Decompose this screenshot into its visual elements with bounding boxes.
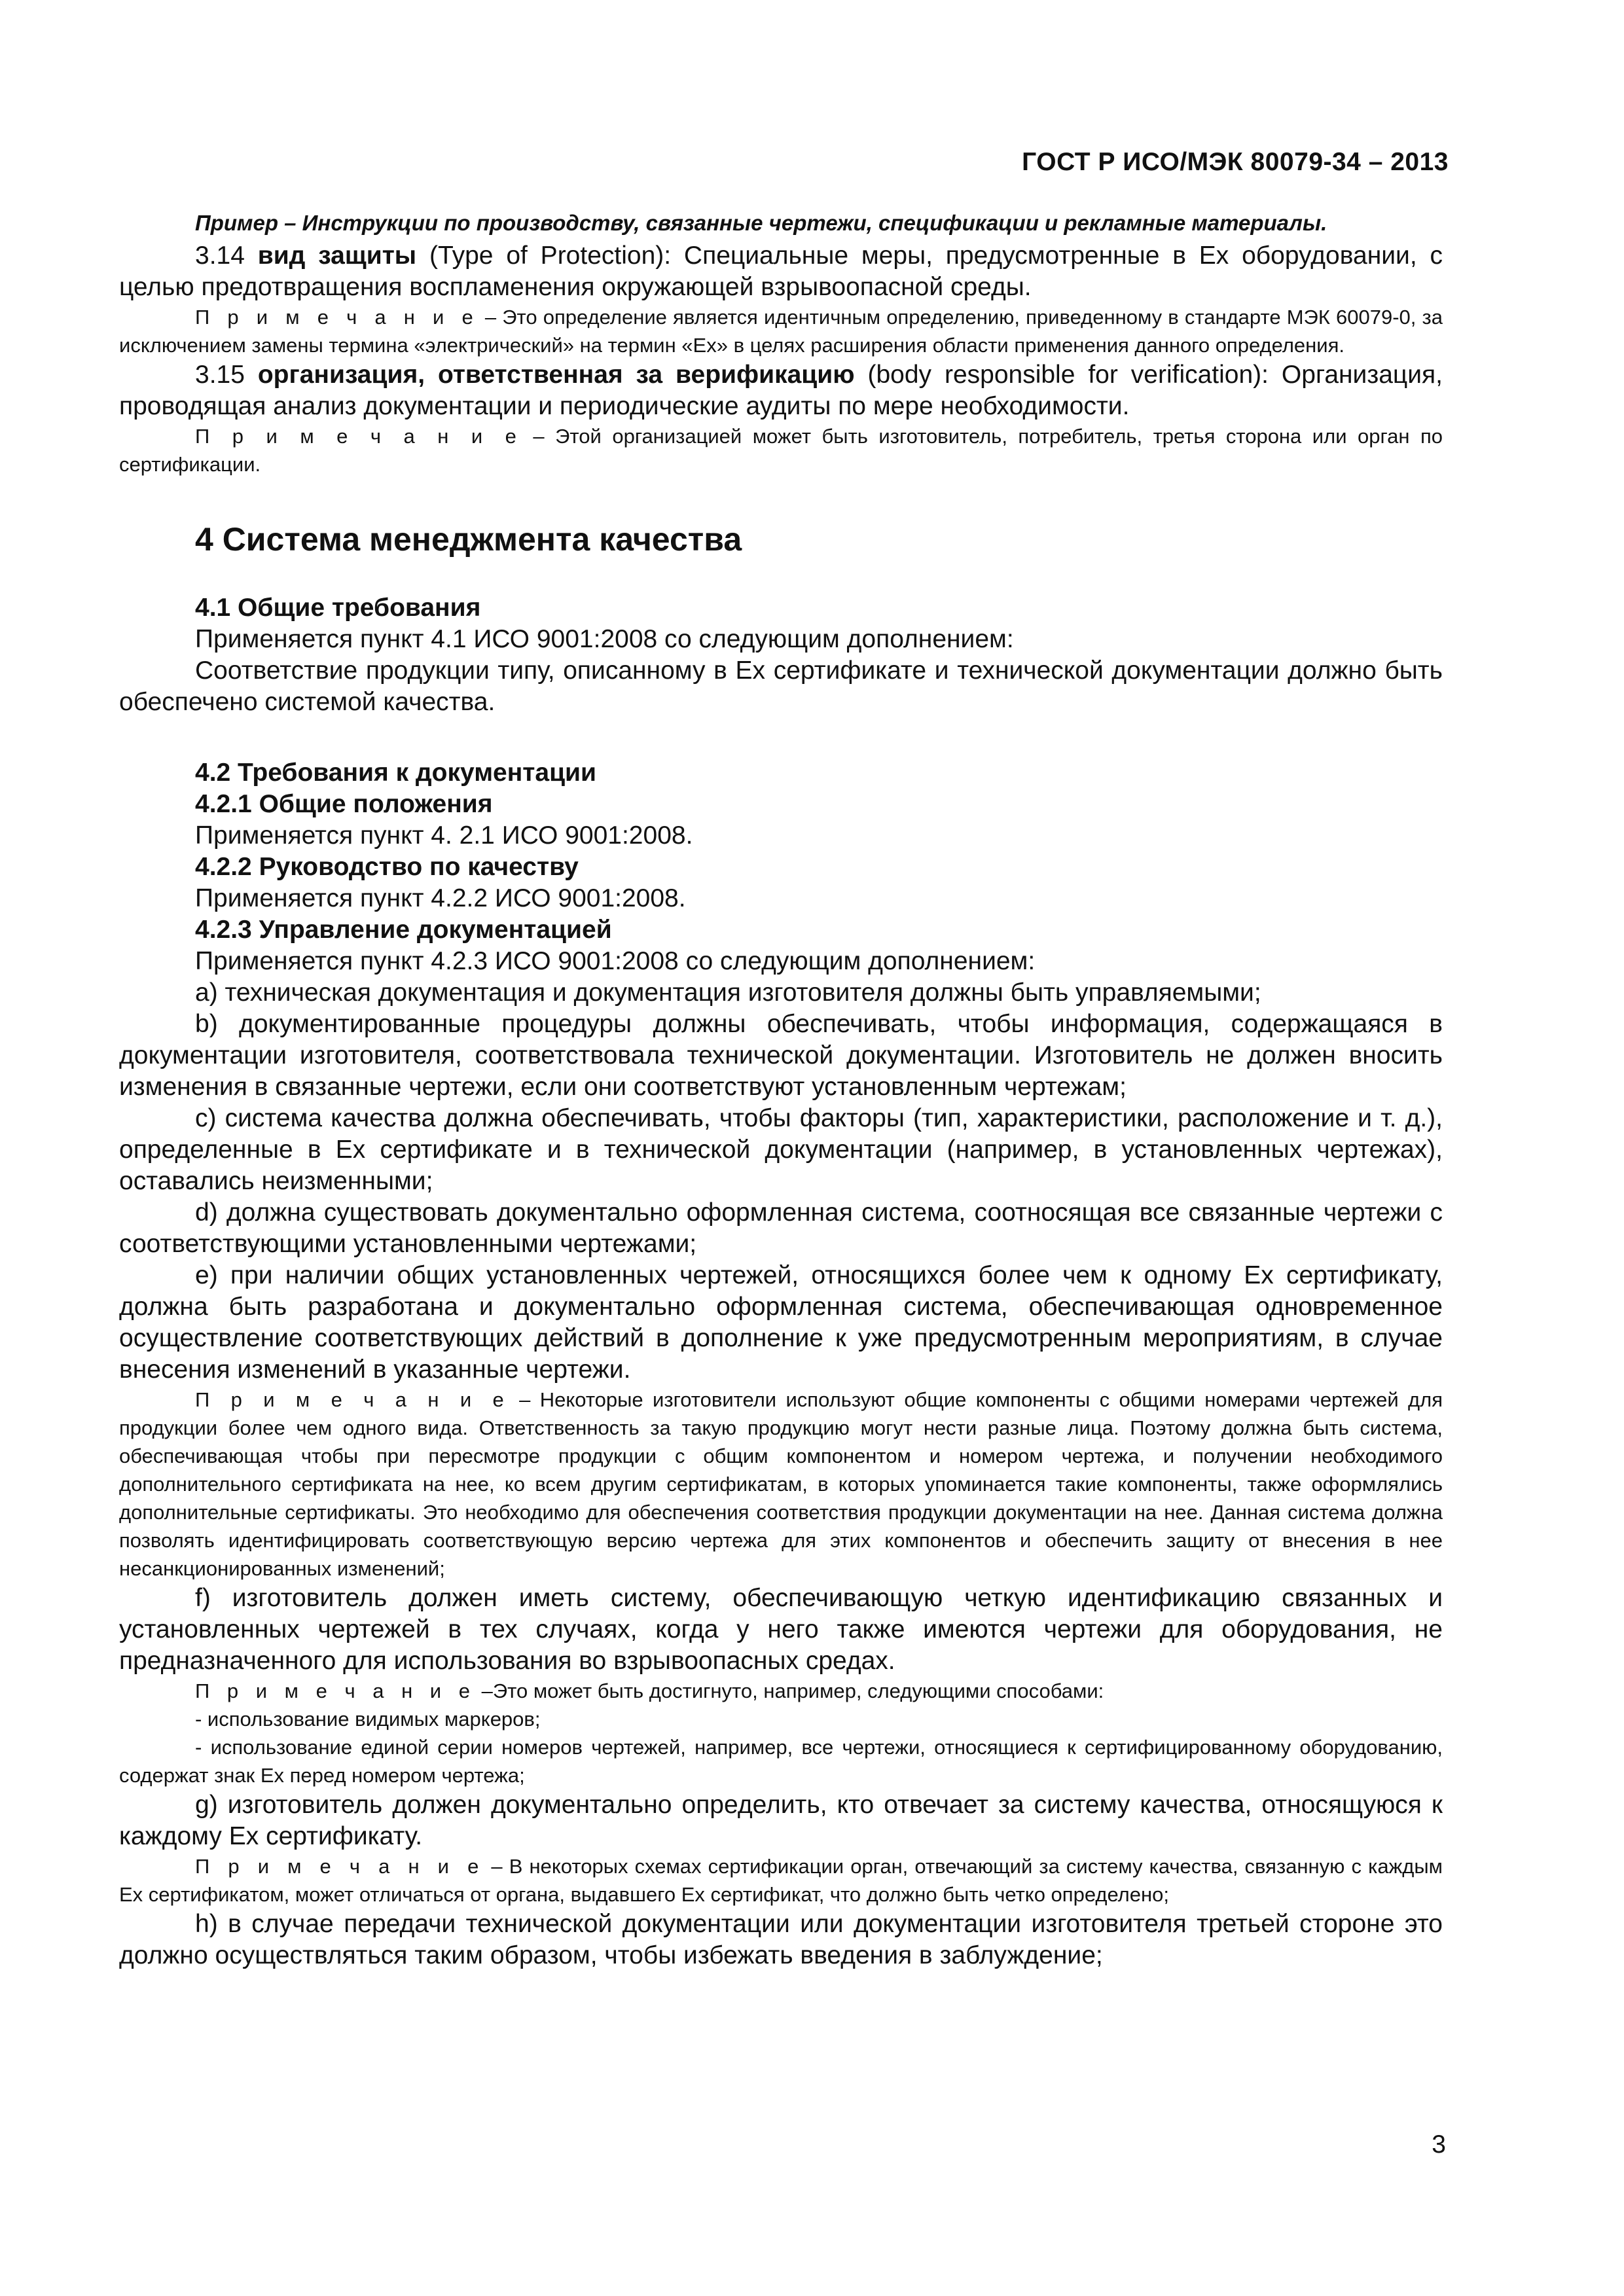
subsection-4-2-1-text: Применяется пункт 4. 2.1 ИСО 9001:2008.: [195, 821, 693, 850]
definition-text: (Type of Protection): Специальные меры, предусмотренные в Ex оборудовании, с целью предотвращения воспламенения окружающей взрывоопасной среды.: [119, 242, 1443, 301]
note-item-e: [119, 1386, 1443, 1583]
subsection-4-2-2-title: 4.2.2 Руководство по качеству: [195, 853, 579, 881]
definition-term: организация, ответственная за верификацию: [257, 361, 855, 389]
list-item-d: d) должна существовать документально оформленная система, соотносящая все связанные чертежи с соответствующими установленными чертежами;: [119, 1198, 1443, 1258]
note-text: – Это определение является идентичным определению, приведенному в стандарте МЭК 60079-0, за исключением замены термина «электрический» на термин «Ex» в целях расширения области применения данного определения.: [119, 306, 1443, 357]
section-4-title: 4 Система менеджмента качества: [195, 521, 742, 558]
spacer: [119, 718, 1443, 757]
subsection-4-2-3-text: Применяется пункт 4.2.3 ИСО 9001:2008 со следующим дополнением:: [195, 947, 1036, 975]
list-item-b: b) документированные процедуры должны обеспечивать, чтобы информация, содержащаяся в документации изготовителя, соответствовала технической документации. Изготовитель не должен вносить изменения в связанные чертежи, если они соответствуют установленным чертежам;: [119, 1010, 1443, 1101]
definition-number: 3.15: [195, 361, 258, 389]
subsection-4-1-text: Применяется пункт 4.1 ИСО 9001:2008 со следующим дополнением:: [195, 625, 1014, 653]
list-item-c: c) система качества должна обеспечивать, чтобы факторы (тип, характеристики, расположение и т. д.), определенные в Ex сертификате и в технической документации (например, в установленных чертежах), оставались неизменными;: [119, 1104, 1443, 1195]
note-label: П р и м е ч а н и е: [195, 1388, 510, 1411]
definition-3-15: [119, 359, 1443, 422]
list-item-a: а) техническая документация и документация изготовителя должны быть управляемыми;: [195, 978, 1261, 1007]
subsection-4-1-text-2: Соответствие продукции типу, описанному в Ex сертификате и технической документации должно быть обеспечено системой качества.: [119, 656, 1443, 716]
note-text: –Это может быть достигнуто, например, следующими способами:: [475, 1679, 1104, 1702]
subsection-4-2-1-title: 4.2.1 Общие положения: [195, 790, 493, 818]
note-3-15: [119, 422, 1443, 478]
list-item-f: f) изготовитель должен иметь систему, обеспечивающую четкую идентификацию связанных и установленных чертежей в тех случаях, когда у него также имеются чертежи для оборудования, не предназначенного для использования во взрывоопасных средах.: [119, 1584, 1443, 1675]
note-label: П р и м е ч а н и е: [195, 425, 522, 448]
note-text: – В некоторых схемах сертификации орган, отвечающий за систему качества, связанную с каждым Ex сертификатом, может отличаться от органа, выдавшего Ex сертификат, что должно быть четко определено;: [119, 1855, 1443, 1906]
subsection-4-2-3-title: 4.2.3 Управление документацией: [195, 916, 612, 944]
note-item-f: [119, 1677, 1443, 1705]
example-note: Пример – Инструкции по производству, связанные чертежи, спецификации и рекламные материалы.: [195, 211, 1327, 235]
subsection-4-2-title: 4.2 Требования к документации: [195, 759, 597, 787]
definition-term: вид защиты: [257, 242, 417, 270]
note-text: – Этой организацией может быть изготовитель, потребитель, третья сторона или орган по сертификации.: [119, 425, 1443, 476]
note-item-f-bullet-2: - использование единой серии номеров чертежей, например, все чертежи, относящиеся к сертифицированному оборудованию, содержат знак Ex перед номером чертежа;: [119, 1736, 1443, 1787]
note-item-g: [119, 1852, 1443, 1909]
note-text: – Некоторые изготовители используют общие компоненты с общими номерами чертежей для продукции более чем одного вида. Ответственность за такую продукцию могут нести разные лица. Поэтому должна быть система, обеспечивающая чтобы при пересмотре продукции с общим компонентом и номером чертежа, и получении необходимого дополнительного сертификата на нее, ко всем другим сертификатам, в которых упоминается такие компоненты, также оформлялись дополнительные сертификаты. Это необходимо для обеспечения соответствия продукции документации на нее. Данная система должна позволять идентифицировать соответствующую версию чертежа для этих компонентов и обеспечить защиту от внесения в нее несанкционированных изменений;: [119, 1388, 1443, 1580]
subsection-4-1-title: 4.1 Общие требования: [195, 594, 481, 622]
note-label: П р и м е ч а н и е: [195, 1855, 485, 1878]
note-label: П р и м е ч а н и е: [195, 1679, 476, 1702]
page-content: [119, 208, 1443, 1971]
definition-number: 3.14: [195, 242, 258, 270]
definition-text: (body responsible for verification): Организация, проводящая анализ документации и периодические аудиты по мере необходимости.: [119, 361, 1443, 420]
note-item-f-bullet-1: - использование видимых маркеров;: [195, 1708, 541, 1731]
definition-3-14: [119, 240, 1443, 303]
note-3-14: [119, 303, 1443, 359]
subsection-4-2-2-text: Применяется пункт 4.2.2 ИСО 9001:2008.: [195, 884, 686, 912]
document-header: ГОСТ Р ИСО/МЭК 80079-34 – 2013: [1022, 148, 1449, 176]
list-item-h: h) в случае передачи технической документации или документации изготовителя третьей стороне это должно осуществляться таким образом, чтобы избежать введения в заблуждение;: [119, 1910, 1443, 1969]
list-item-e: е) при наличии общих установленных чертежей, относящихся более чем к одному Ex сертификату, должна быть разработана и документально оформленная система, обеспечивающая одновременное осуществление соответствующих действий в дополнение к уже предусмотренным мероприятиям, в случае внесения изменений в указанные чертежи.: [119, 1261, 1443, 1384]
page-number: 3: [1432, 2130, 1446, 2159]
note-label: П р и м е ч а н и е: [195, 306, 479, 329]
list-item-g: g) изготовитель должен документально определить, кто отвечает за систему качества, относящуюся к каждому Ex сертификату.: [119, 1791, 1443, 1850]
